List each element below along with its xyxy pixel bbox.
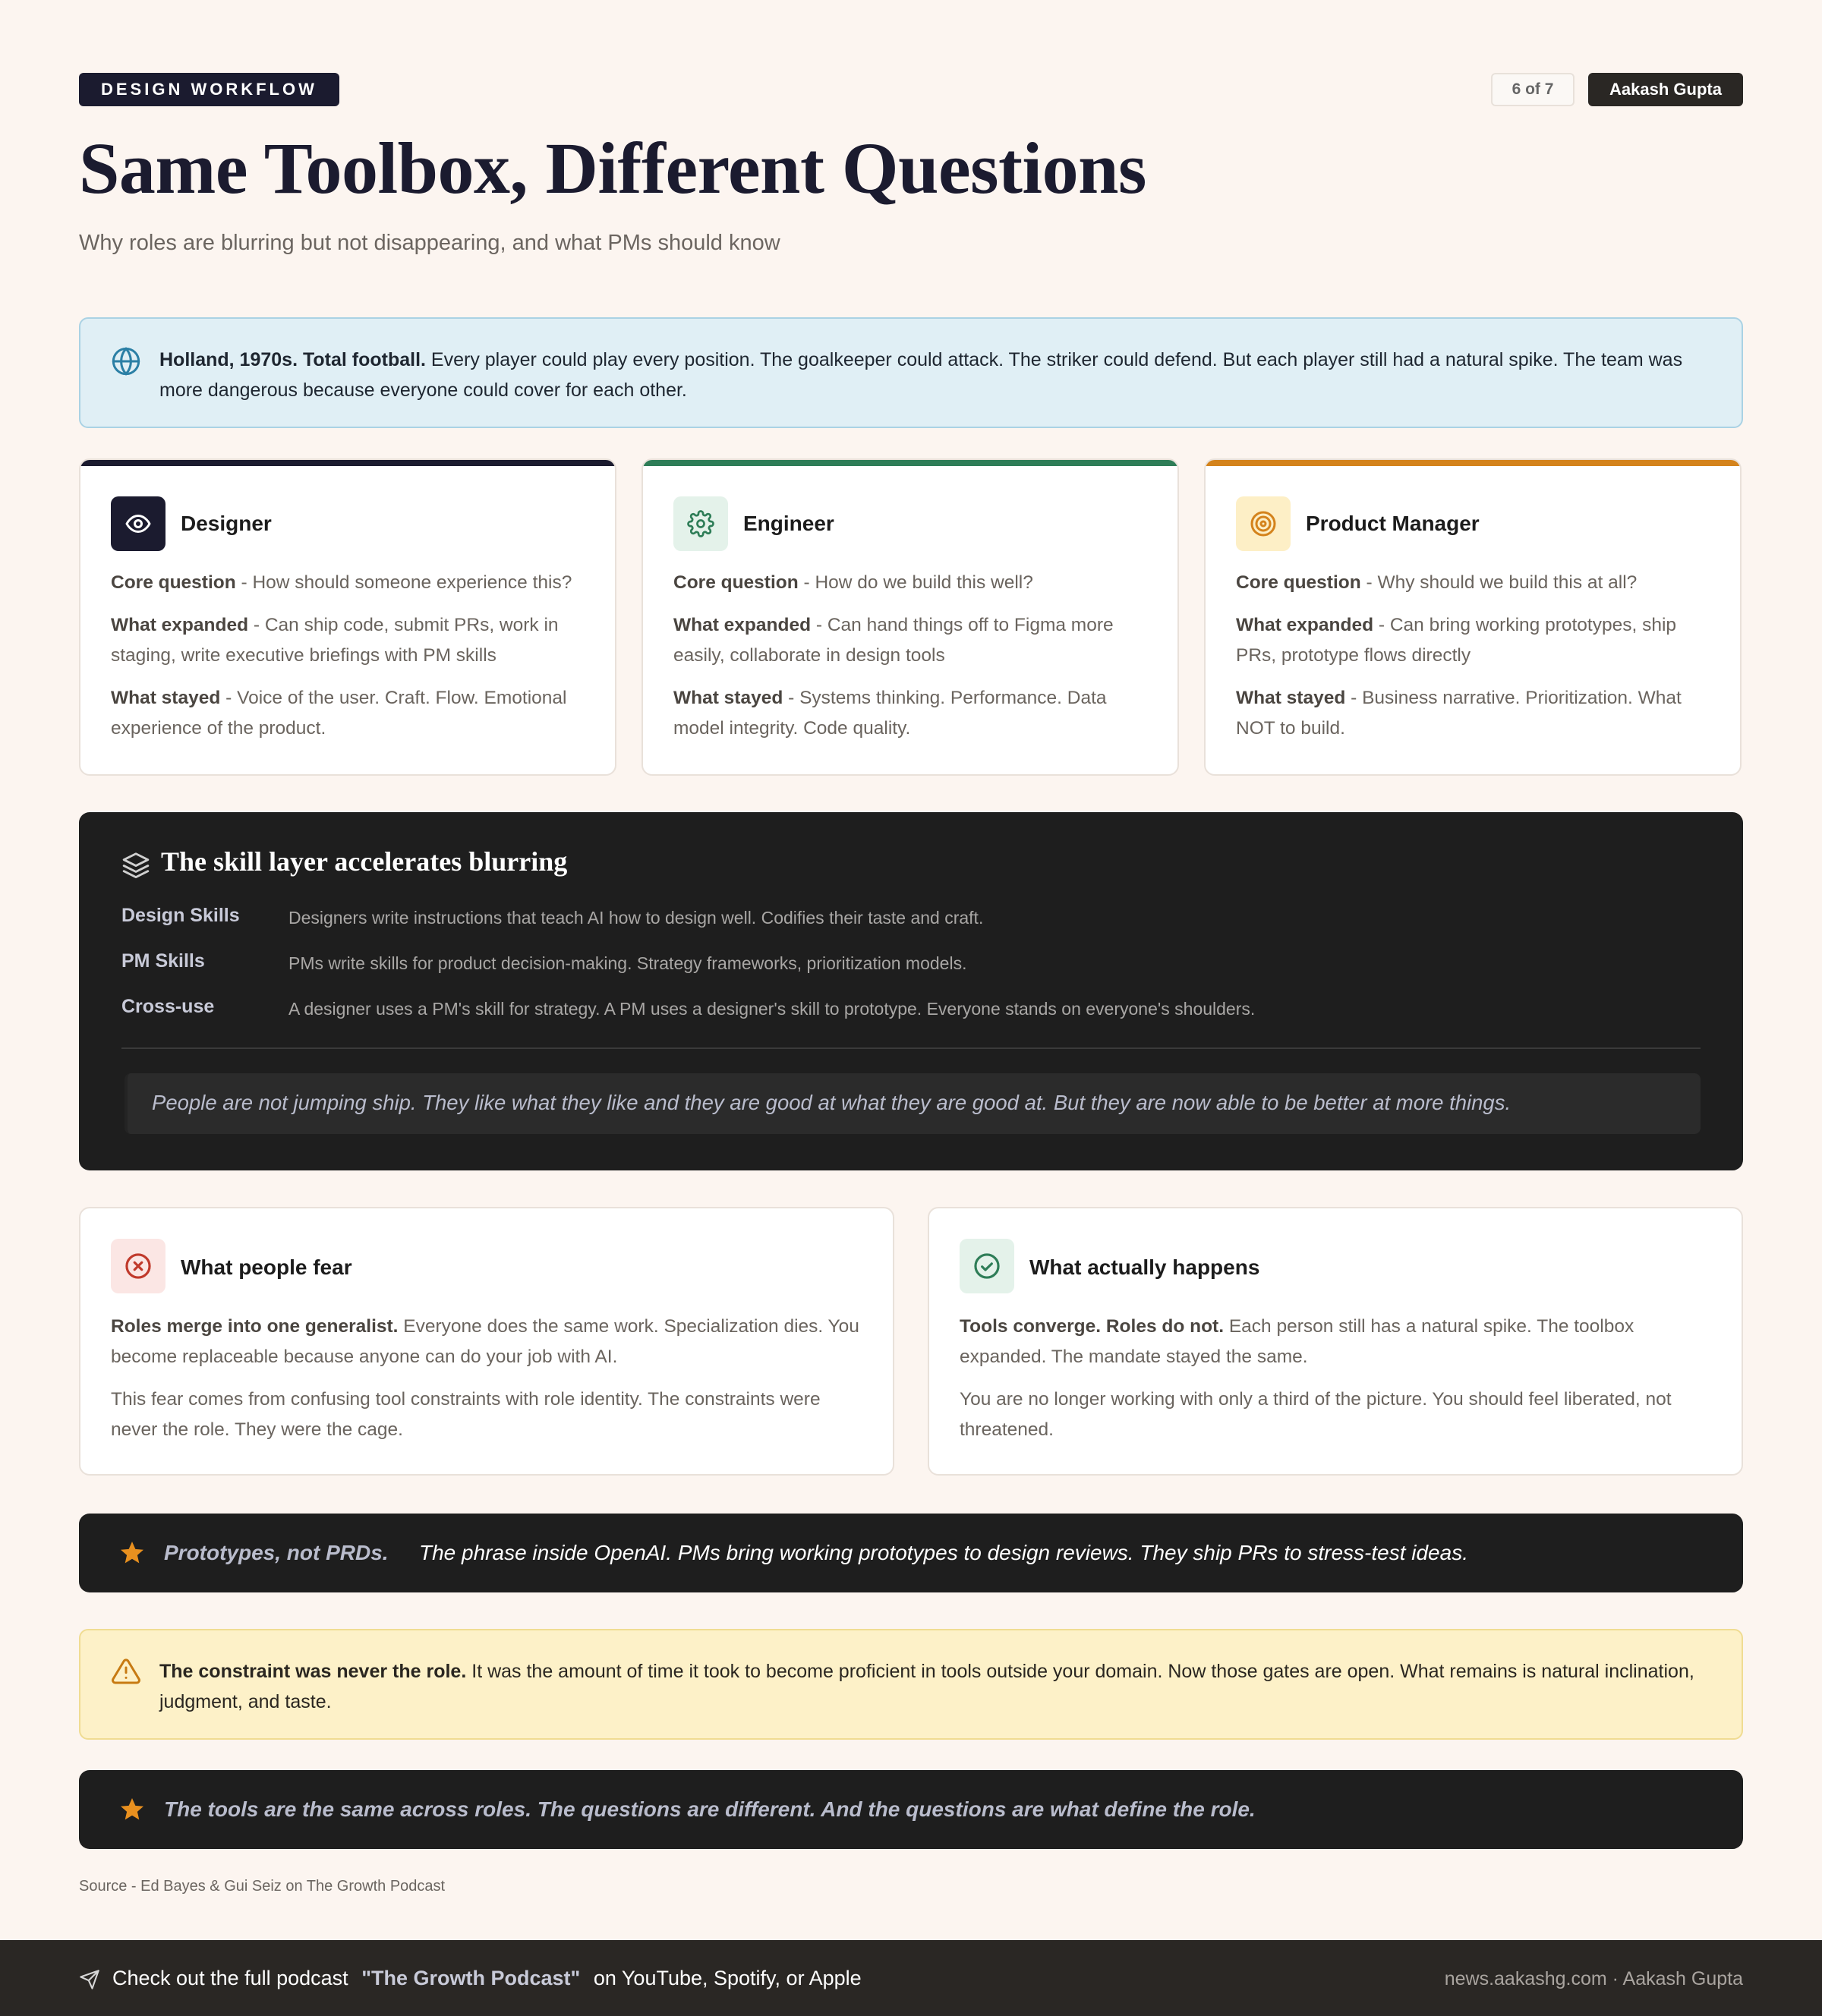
role-core-label: Core question (1236, 572, 1361, 593)
role-accent-bar (80, 460, 615, 466)
happens-body (960, 1312, 1711, 1457)
role-expanded-label: What expanded (111, 615, 249, 635)
info-body: Every player could play every position. The goalkeeper could attack. The striker could defend. But each player still had a natural spike. The team was more dangerous because everyone could cover for each other. (159, 349, 1683, 401)
info-lead: Holland, 1970s. Total football. (159, 349, 426, 370)
skill-label: Design Skills (121, 905, 240, 926)
footer-site[interactable]: news.aakashg.com · Aakash Gupta (1444, 1968, 1743, 1989)
happens-title: What actually happens (1029, 1255, 1260, 1279)
role-stayed: - Voice of the user. Craft. Flow. Emotional experience of the product. (111, 688, 567, 739)
role-card-product-manager (1204, 458, 1742, 776)
role-icon-box (111, 496, 165, 551)
layers-icon (121, 850, 150, 879)
check-circle-icon (972, 1252, 1001, 1280)
role-expanded: - Can ship code, submit PRs, work in staging, write executive briefings with PM skills (111, 615, 559, 666)
warning-lead: The constraint was never the role. (159, 1661, 467, 1682)
gear-icon (687, 510, 714, 537)
warning-icon (111, 1656, 141, 1687)
role-stayed: - Business narrative. Prioritization. What NOT to build. (1236, 688, 1682, 739)
role-expanded-label: What expanded (1236, 615, 1374, 635)
prototypes-lead: Prototypes, not PRDs. (164, 1541, 389, 1564)
role-core-question: - How should someone experience this? (235, 572, 572, 593)
role-stayed-label: What stayed (111, 688, 221, 708)
footer-message (112, 1967, 862, 1990)
podcast-link[interactable]: "The Growth Podcast" (361, 1967, 581, 1989)
role-body (1236, 568, 1710, 756)
closing-text: The tools are the same across roles. The questions are different. And the questions are what define the role. (164, 1797, 1256, 1821)
role-expanded: - Can bring working prototypes, ship PRs, prototype flows directly (1236, 615, 1677, 666)
role-name: Product Manager (1306, 512, 1480, 535)
skill-layer-panel (79, 812, 1743, 1170)
star-icon (118, 1539, 146, 1567)
happens-card (928, 1207, 1743, 1476)
footer-post: on YouTube, Spotify, or Apple (593, 1967, 862, 1989)
eye-icon (125, 510, 152, 537)
footer-pre: Check out the full podcast (112, 1967, 348, 1989)
role-expanded: - Can hand things off to Figma more easily, collaborate in design tools (673, 615, 1114, 666)
page-subtitle: Why roles are blurring but not disappearing, and what PMs should know (79, 231, 780, 255)
fear-icon-box (111, 1239, 165, 1293)
role-stayed-label: What stayed (1236, 688, 1346, 708)
pull-quote-text: People are not jumping ship. They like what they like and they are good at what they are good at. But they are now able to be better at more things. (152, 1091, 1512, 1114)
fear-card (79, 1207, 894, 1476)
x-circle-icon (124, 1252, 153, 1280)
role-icon-box (1236, 496, 1291, 551)
skill-row (121, 950, 1701, 981)
happens-paragraph-2: You are no longer working with only a third of the picture. You should feel liberated, not threatened. (960, 1389, 1672, 1440)
warning-callout (79, 1629, 1743, 1740)
role-stayed-label: What stayed (673, 688, 783, 708)
footer (0, 1940, 1822, 2016)
fear-body (111, 1312, 862, 1457)
target-icon (1250, 510, 1277, 537)
happens-lead: Tools converge. Roles do not. (960, 1316, 1225, 1337)
fear-paragraph-1: Everyone does the same work. Specialization dies. You become replaceable because anyone can do your job with AI. (111, 1316, 859, 1367)
send-icon (79, 1969, 100, 1990)
info-callout (79, 317, 1743, 428)
skill-label: Cross-use (121, 996, 215, 1017)
happens-paragraph-1: Each person still has a natural spike. The toolbox expanded. The mandate stayed the same. (960, 1316, 1634, 1367)
skill-row (121, 905, 1701, 935)
divider (121, 1047, 1701, 1049)
globe-icon (111, 346, 141, 376)
role-card-engineer (641, 458, 1179, 776)
role-stayed: - Systems thinking. Performance. Data model integrity. Code quality. (673, 688, 1107, 739)
fear-title: What people fear (181, 1255, 352, 1279)
role-core-label: Core question (111, 572, 236, 593)
role-name: Designer (181, 512, 272, 535)
category-tag: DESIGN WORKFLOW (79, 73, 339, 106)
happens-icon-box (960, 1239, 1014, 1293)
role-body (673, 568, 1147, 756)
skill-description: PMs write skills for product decision-making. Strategy frameworks, prioritization models. (288, 953, 967, 973)
warning-text (159, 1656, 1711, 1717)
skill-layer-title: The skill layer accelerates blurring (161, 846, 568, 877)
fear-paragraph-2: This fear comes from confusing tool constraints with role identity. The constraints were never the role. They were the cage. (111, 1389, 821, 1440)
role-card-designer (79, 458, 616, 776)
page-title: Same Toolbox, Different Questions (79, 128, 1146, 209)
prototypes-text: The phrase inside OpenAI. PMs bring working prototypes to design reviews. They ship PRs to stress-test ideas. (419, 1541, 1468, 1564)
pull-quote (125, 1073, 1701, 1134)
role-icon-box (673, 496, 728, 551)
skill-description: Designers write instructions that teach AI how to design well. Codifies their taste and craft. (288, 908, 984, 928)
warning-body: It was the amount of time it took to become proficient in tools outside your domain. Now those gates are open. What remains is natural inclination, judgment, and taste. (159, 1661, 1694, 1712)
skill-description: A designer uses a PM's skill for strategy. A PM uses a designer's skill to prototype. Everyone stands on everyone's shoulders. (288, 999, 1256, 1019)
closing-banner (79, 1770, 1743, 1849)
skill-label: PM Skills (121, 950, 205, 972)
page-counter: 6 of 7 (1491, 73, 1575, 106)
author-badge: Aakash Gupta (1588, 73, 1743, 106)
role-core-label: Core question (673, 572, 799, 593)
fear-lead: Roles merge into one generalist. (111, 1316, 399, 1337)
skill-row (121, 996, 1701, 1026)
role-accent-bar (643, 460, 1177, 466)
role-expanded-label: What expanded (673, 615, 812, 635)
star-icon (118, 1796, 146, 1823)
info-text (159, 345, 1711, 405)
role-core-question: - Why should we build this at all? (1360, 572, 1638, 593)
source-credit: Source - Ed Bayes & Gui Seiz on The Growth Podcast (79, 1878, 446, 1895)
prototypes-banner (79, 1514, 1743, 1592)
role-name: Engineer (743, 512, 834, 535)
role-core-question: - How do we build this well? (798, 572, 1033, 593)
top-bar (79, 73, 1743, 106)
role-body (111, 568, 585, 756)
role-accent-bar (1206, 460, 1740, 466)
